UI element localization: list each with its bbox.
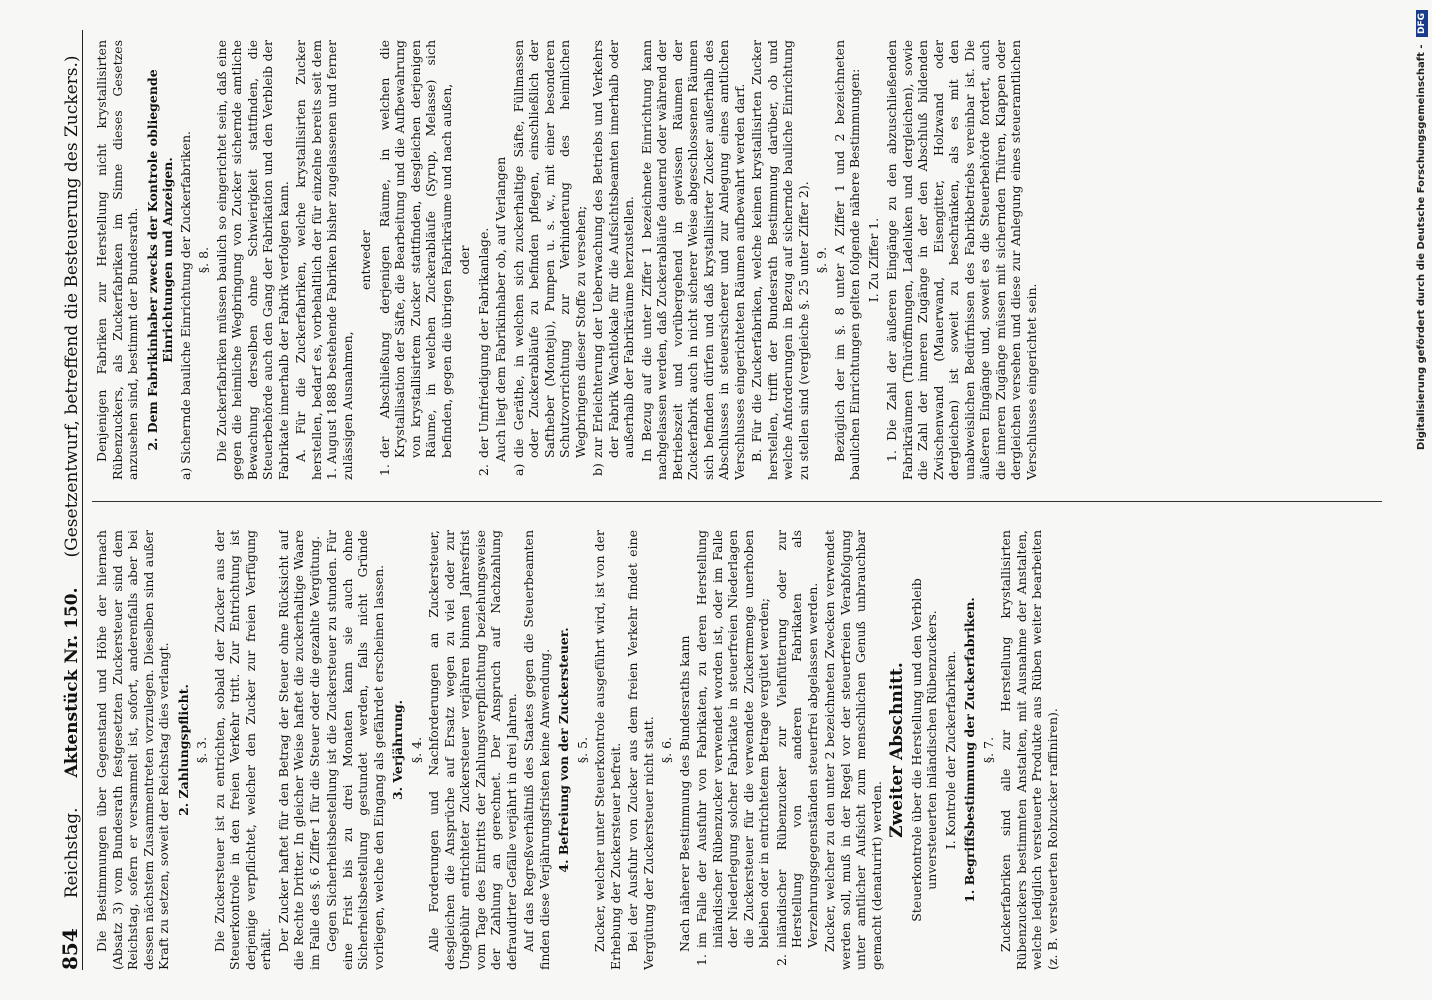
rotated-page-content [36,20,1396,980]
list-item-text: der Umfriedigung der Fabrikanlage. [475,227,491,458]
list-item [377,40,455,480]
digitization-footer [1414,0,1432,1000]
section-heading: 2. Zahlungspflicht. [175,684,191,816]
paragraph: Der Zucker haftet für den Betrag der Steuer ohne Rücksicht auf die Rechte Dritter. In gleicher Weise haftet die zuckerhaltige Waare im Falle des §. 6 Ziffer 1 für die Steuer oder die gezahlte Vergütung. [275,530,322,970]
section-heading: 2. Dem Fabrikinhaber zwecks der Kontrole obliegende Einrichtungen und Anzeigen. [144,69,175,451]
right-column [94,40,1384,480]
subheading: I. Zu Ziffer 1. [865,217,881,303]
list-item-text: zur Erleichterung der Ueberwachung des Betriebs und Verkehrs der Fabrik Wachtlokale für die Aufsichtsbeamten innerhalb oder außerhalb der Fabrikräume herzustellen. [590,40,636,458]
subheading: Steuerkontrole über die Herstellung und den Verbleib unversteuerten inländischen Rübenzuckers. [908,578,939,922]
list-item [694,530,772,970]
paragraph: Gegen Sicherheitsbestellung ist die Zuckersteuer zu stunden. Für eine Frist bis zu drei Monaten kann sie auch ohne Sicherheitsbestellung gestundet werden, falls nicht Gründe vorliegen, welche den Eingang als gefährdet erscheinen lassen. [324,530,386,970]
paragraph-sign: §. 9. [814,246,829,274]
paragraph: B. Für die Zuckerfabriken, welche keinen krystallisirten Zucker herstellen, trifft der Bundesrath Bestimmung darüber, ob und welche Anforderungen in Bezug auf sichernde bauliche Einrichtung zu stellen sind (vergleiche §. 25 unter Ziffer 2). [749,40,811,480]
paragraph: Auf das Regreßverhältniß des Staates gegen die Steuerbeamten finden diese Verjährungsfristen keine Anwendung. [521,530,552,970]
list-item [476,40,492,480]
page-number: 854 [58,928,82,970]
paragraph: Auch liegt dem Fabrikinhaber ob, auf Verlangen [493,156,508,462]
list-item [511,40,589,480]
list-item-text: inländischer Rübenzucker zur Viehfütterung oder zur Herstellung von anderen Fabrikaten als Verzehrungsgegenständen steuerfrei abgelassen werden. [773,530,820,948]
subheading: entweder [358,230,373,290]
paragraph-sign: §. 3. [194,736,209,764]
footer-text: Digitalisierung gefördert durch die Deutsche Forschungsgemeinschaft - [1416,44,1427,451]
paragraph: Die Zuckersteuer ist zu entrichten, sobald der Zucker aus der Steuerkontrole in den freien Verkehr tritt. Zur Entrichtung ist derjenige verpflichtet, welcher den Zucker zur freien Verfügung erhält. [211,530,273,970]
paragraph-sign: §. 8. [196,246,211,274]
section-heading: 3. Verjährung. [390,699,405,801]
list-item-number: a) [510,463,526,476]
paragraph: Bezüglich der im §. 8 unter A Ziffer 1 und 2 bezeichneten baulichen Einrichtungen gelten folgende nähere Bestimmungen: [831,40,862,480]
paragraph: Zucker, welcher zu den unter 2 bezeichneten Zwecken verwendet werden soll, muß in der Regel vor der steuerfreien Verabfolgung unter amtlicher Aufsicht zum menschlichen Genuß unbrauchbar gemacht (denaturirt) werden. [822,530,884,970]
paragraph-sign: §. 4. [408,736,424,764]
paragraph: Die Bestimmungen über Gegenstand und Höhe der hiernach (Absatz 3) vom Bundesrath festgesetzten Zuckersteuer sind dem Reichstag, sofern er versammelt ist, sofort, anderenfalls aber bei dessen nächstem Zusammentreten vorzulegen. Dieselben sind außer Kraft zu setzen, soweit der Reichstag dies verlangt. [94,530,171,970]
list-item [590,40,637,480]
paragraph: In Bezug auf die unter Ziffer 1 bezeichnete Einrichtung kann nachgelassen werden, daß Zuckerabläufe dauernd oder während der Betriebszeit und vorübergehend in gewissen Räumen der Zuckerfabrik auch in nicht sicherer Weise abgeschlossenen Räumen sich befinden dürfen und daß krystallisirter Zucker außerhalb des Abschlusses in steuersicherer und zur Anlegung eines amtlichen Verschlusses eingerichteten Räumen aufbewahrt werden darf. [638,40,747,480]
list-item-number: b) [590,463,605,476]
chapter-heading: Zweiter Abschnitt. [887,662,907,838]
paragraph-sign: §. 6. [659,736,674,764]
subheading: oder [457,245,472,275]
list-item-number: 1. [694,954,709,966]
paragraph: Die Zuckerfabriken müssen baulich so eingerichtet sein, daß eine gegen die heimliche Wegbringung von Zucker sichernde amtliche Bewachung derselben ohne Schwierigkeit stattfinden, die Steuerbehörde auch den Gang der Fabrikation und den Verbleib der Fabrikate innerhalb der Fabrik verfolgen kann. [213,40,291,480]
paragraph: Nach näherer Bestimmung des Bundesraths kann [676,635,692,952]
list-item-number: 1. [376,464,392,476]
paragraph: Zuckerfabriken sind alle zur Herstellung krystallisirten Rübenzuckers bestimmten Anstalten, mit Ausnahme der Anstalten, welche lediglich versteuerte Produkte aus Rüben weiter bearbeiten (z. B. versteuerten Rohzucker raffiniren). [998,530,1060,970]
paragraph: Zucker, welcher unter Steuerkontrole ausgeführt wird, ist von der Erhebung der Zuckersteuer befreit. [592,530,623,970]
dfg-logo: DFG [1416,10,1428,37]
column-divider [92,501,1382,502]
paragraph: Bei der Ausfuhr von Zucker aus dem freien Verkehr findet eine Vergütung der Zuckersteuer nicht statt. [625,530,656,970]
publication-name: Reichstag. [62,807,82,899]
paragraph: Alle Forderungen und Nachforderungen an Zuckersteuer, desgleichen die Ansprüche auf Ersatz wegen zu viel oder zur Ungebühr entrichteter Zuckersteuer verjähren binnen Jahresfrist vom Tage des Eintritts der Zahlungsverpflichtung beziehungsweise der Zahlung an gerechnet. Der Anspruch auf Nachzahlung defraudirter Gefälle verjährt in drei Jahren. [426,530,519,970]
footer-credit [1416,10,1430,990]
paragraph-sign: §. 5. [574,736,590,764]
subheading: I. Kontrole der Zuckerfabriken. [942,650,958,850]
section-heading: 4. Befreiung von der Zuckersteuer. [556,627,571,873]
list-item-number: 2. [773,954,789,966]
page-header [52,30,83,970]
paragraph: 1. Die Zahl der äußeren Eingänge zu den abzuschließenden Fabrikräumen (Thüröffnungen, Ladeluken und dergleichen), sowie die Zahl der inneren Zugänge in der den Abschluß bildenden Zwischenwand (Mauerwand, Eisengitter, Holzwand oder dergleichen) ist soweit zu beschränken, als es mit den unabweislichen Bedürfnissen des Fabrikbetriebs vereinbar ist. Die äußeren Eingänge und, soweit es die Steuerbehörde fordert, auch die inneren Zugänge müssen mit sichernden Thüren, Klappen oder dergleichen versehen und diese zur Anlegung eines steueramtlichen Verschlusses eingerichtet sein. [884,40,1039,480]
subsection-label: a) Sichernde bauliche Einrichtung der Zuckerfabriken. [177,130,193,480]
section-heading: 1. Begriffsbestimmung der Zuckerfabriken. [962,597,977,903]
document-title: (Gesetzentwurf, betreffend die Besteuerung des Zuckers.) [62,55,82,558]
paragraph-sign: §. 7. [980,736,996,764]
list-item-text: die Geräthe, in welchen sich zuckerhaltige Säfte, Füllmassen oder Zuckerabläufe zu befinden pflegen, einschließlich der Saftheber (Monteju), Pumpen u. s. w., mit einer besonderen Schutzvorrichtung zur Verhinderung des heimlichen Wegbringens dieser Stoffe zu versehen; [510,40,588,458]
paragraph: A. Für die Zuckerfabriken, welche krystallisirten Zucker herstellen, bedarf es, vorbehaltlich der für einzelne bereits seit dem 1. August 1888 bestehende Fabriken bisher zugelassenen und ferner zulässigen Ausnahmen, [293,40,355,480]
list-item [774,530,821,970]
paragraph: Denjenigen Fabriken zur Herstellung nicht krystallisirten Rübenzuckers, als Zuckerfabriken im Sinne dieses Gesetzes anzusehen sind, bestimmt der Bundesrath. [94,40,140,480]
list-item-text: im Falle der Ausfuhr von Fabrikaten, zu deren Herstellung inländischer Rübenzucker verwendet worden ist, oder im Falle der Niederlegung solcher Fabrikate in steuerfreien Niederlagen die Zuckersteuer für die verwendete Zuckermenge unerhoben bleiben oder in entrichtetem Betrage vergütet werden; [694,530,771,948]
list-item-number: 2. [475,464,491,476]
list-item-text: der Abschließung derjenigen Räume, in welchen die Krystallisation der Säfte, die Bearbeitung und die Aufbewahrung von krystallisirtem Zucker stattfinden, desgleichen derjenigen Räume, in welchen Zuckerabläufe (Syrup, Melasse) sich befinden, gegen die übrigen Fabrikräume und nach außen, [376,40,454,458]
left-column [94,530,1384,970]
document-number: Aktenstück Nr. 150. [62,587,82,778]
text-columns [94,20,1384,980]
